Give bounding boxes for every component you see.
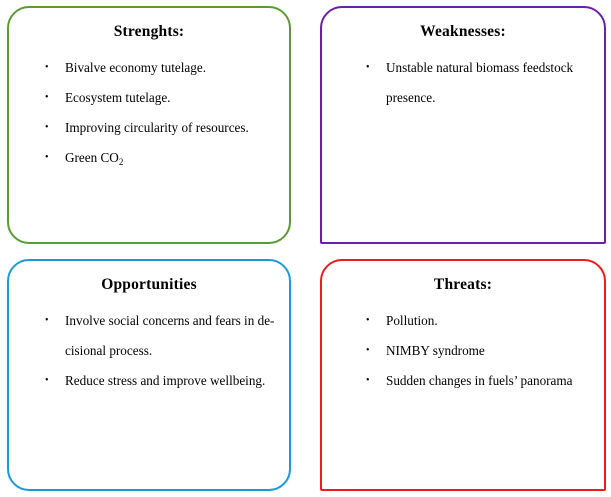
bullet-icon: • [366,375,370,386]
list-item [9,53,289,83]
list-item-subscript: 2 [118,157,124,167]
list-item [9,113,289,143]
list-item-label: Reduce stress and improve wellbeing. [65,373,266,388]
list-item-label: Ecosystem tutelage. [65,90,171,105]
bullet-icon: • [45,315,49,326]
list-item [9,83,289,113]
list-item-label: Involve social concerns and fears in de-cisional process. [65,313,275,358]
bullet-icon: • [45,62,49,73]
list-item [322,306,604,336]
quadrant-strengths [7,6,291,244]
quadrant-threats [320,259,606,491]
quadrant-weaknesses-title: Weaknesses: [420,23,506,40]
list-item [322,366,604,396]
list-item-label: Sudden changes in fuels’ panorama [386,373,573,388]
list-item-label: Bivalve economy tutelage. [65,60,206,75]
bullet-icon: • [366,345,370,356]
list-item [9,143,289,174]
quadrant-opportunities-title: Opportunities [101,276,197,293]
list-item [9,366,289,396]
list-item [322,336,604,366]
list-item-label: Unstable natural biomass feedstock presence. [386,60,574,105]
quadrant-weaknesses-list [322,53,604,113]
bullet-icon: • [45,92,49,103]
quadrant-threats-title: Threats: [433,276,493,293]
bullet-icon: • [45,152,49,163]
bullet-icon: • [45,122,49,133]
list-item [9,306,289,366]
bullet-icon: • [45,375,49,386]
bullet-icon: • [366,315,370,326]
quadrant-opportunities-list [9,306,289,396]
quadrant-strengths-title: Strenghts: [113,23,185,40]
quadrant-weaknesses [320,6,606,244]
list-item-label: Improving circularity of resources. [65,120,249,135]
quadrant-strengths-list [9,53,289,174]
list-item-label: NIMBY syndrome [386,343,485,358]
bullet-icon: • [366,62,370,73]
list-item-label: Pollution. [386,313,438,328]
quadrant-opportunities [7,259,291,491]
list-item-label: Green CO [65,150,119,165]
list-item [322,53,604,113]
quadrant-threats-list [322,306,604,396]
